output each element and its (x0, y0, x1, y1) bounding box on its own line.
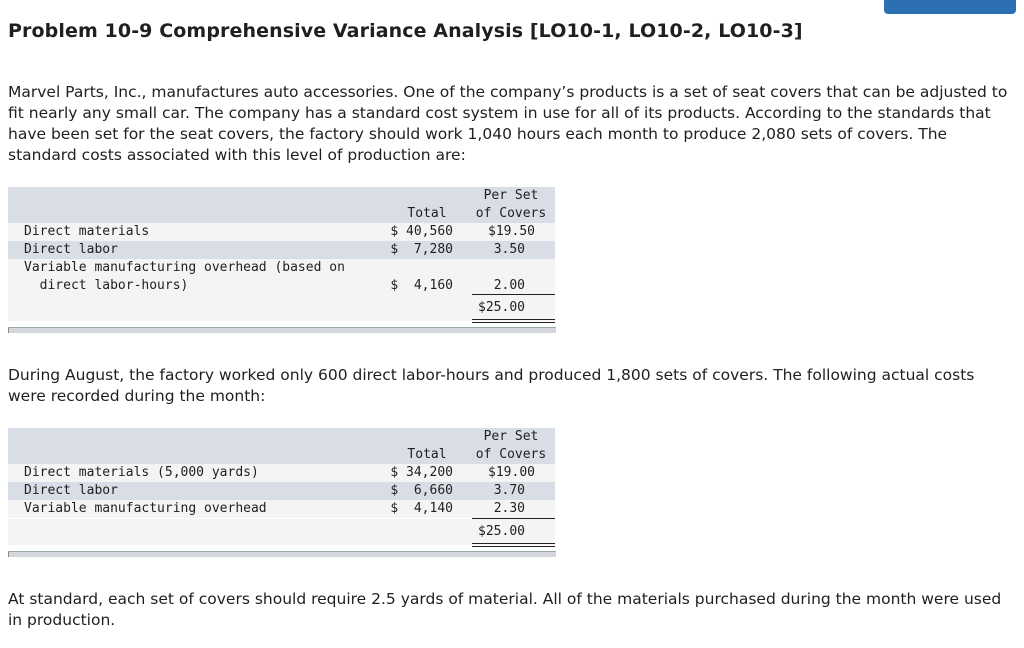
header-perset-line2: of Covers (475, 447, 547, 462)
sum-double-underline (472, 543, 555, 547)
row-total: $ 40,560 (390, 224, 453, 239)
table-sum-row (8, 295, 555, 321)
table-row (8, 223, 555, 241)
table-row (8, 464, 555, 482)
row-total: $ 4,160 (390, 278, 453, 293)
row-label: Direct labor (24, 483, 118, 498)
header-total: Total (407, 206, 447, 221)
table-footer-bar (8, 327, 556, 333)
intro-paragraph: Marvel Parts, Inc., manufactures auto accessories. One of the company’s products is a set of seat covers that can be adjusted to fit nearly any small car. The company has a standard cost system in use for all of its products. According to the standards that have been set for the seat covers, the factory should work 1,040 hours each month to produce 2,080 sets of covers. The standard costs associated with this level of production are: (8, 83, 1008, 164)
header-perset-line1: Per Set (483, 429, 539, 444)
row-total: $ 34,200 (390, 465, 453, 480)
row-label-continued: direct labor-hours) (24, 278, 189, 293)
row-perset: 3.70 (493, 483, 525, 498)
row-label: Direct labor (24, 242, 118, 257)
standard-cost-table (8, 187, 555, 337)
row-label: Variable manufacturing overhead (24, 501, 267, 516)
row-total: $ 4,140 (390, 501, 453, 516)
actual-cost-table (8, 428, 555, 563)
sum-value: $25.00 (478, 300, 525, 315)
row-perset: 2.00 (493, 278, 525, 293)
sum-double-underline (472, 319, 555, 323)
closing-paragraph: At standard, each set of covers should require 2.5 yards of material. All of the materials purchased during the month were used in production. (8, 590, 1002, 629)
row-label: Direct materials (5,000 yards) (24, 465, 259, 480)
row-perset: 2.30 (493, 501, 525, 516)
header-perset-line1: Per Set (483, 188, 539, 203)
header-perset-line2: of Covers (475, 206, 547, 221)
top-action-button[interactable] (884, 0, 1016, 14)
header-total: Total (407, 447, 447, 462)
table-row (8, 259, 555, 295)
table-sum-row (8, 519, 555, 545)
table-row (8, 500, 555, 518)
page-title: Problem 10-9 Comprehensive Variance Analysis [LO10-1, LO10-2, LO10-3] (8, 20, 803, 42)
table-row (8, 482, 555, 500)
row-label: Direct materials (24, 224, 150, 239)
row-perset: 3.50 (493, 242, 525, 257)
table-row (8, 241, 555, 259)
row-label: Variable manufacturing overhead (based on (24, 260, 345, 275)
sum-value: $25.00 (478, 524, 525, 539)
row-perset: $19.00 (488, 465, 535, 480)
table-footer-bar (8, 551, 556, 557)
row-total: $ 7,280 (390, 242, 453, 257)
august-paragraph: During August, the factory worked only 600 direct labor-hours and produced 1,800 sets of covers. The following actual costs were recorded during the month: (8, 366, 975, 405)
table-header-row (8, 428, 555, 464)
row-total: $ 6,660 (390, 483, 453, 498)
table-header-row (8, 187, 555, 223)
row-perset: $19.50 (488, 224, 535, 239)
